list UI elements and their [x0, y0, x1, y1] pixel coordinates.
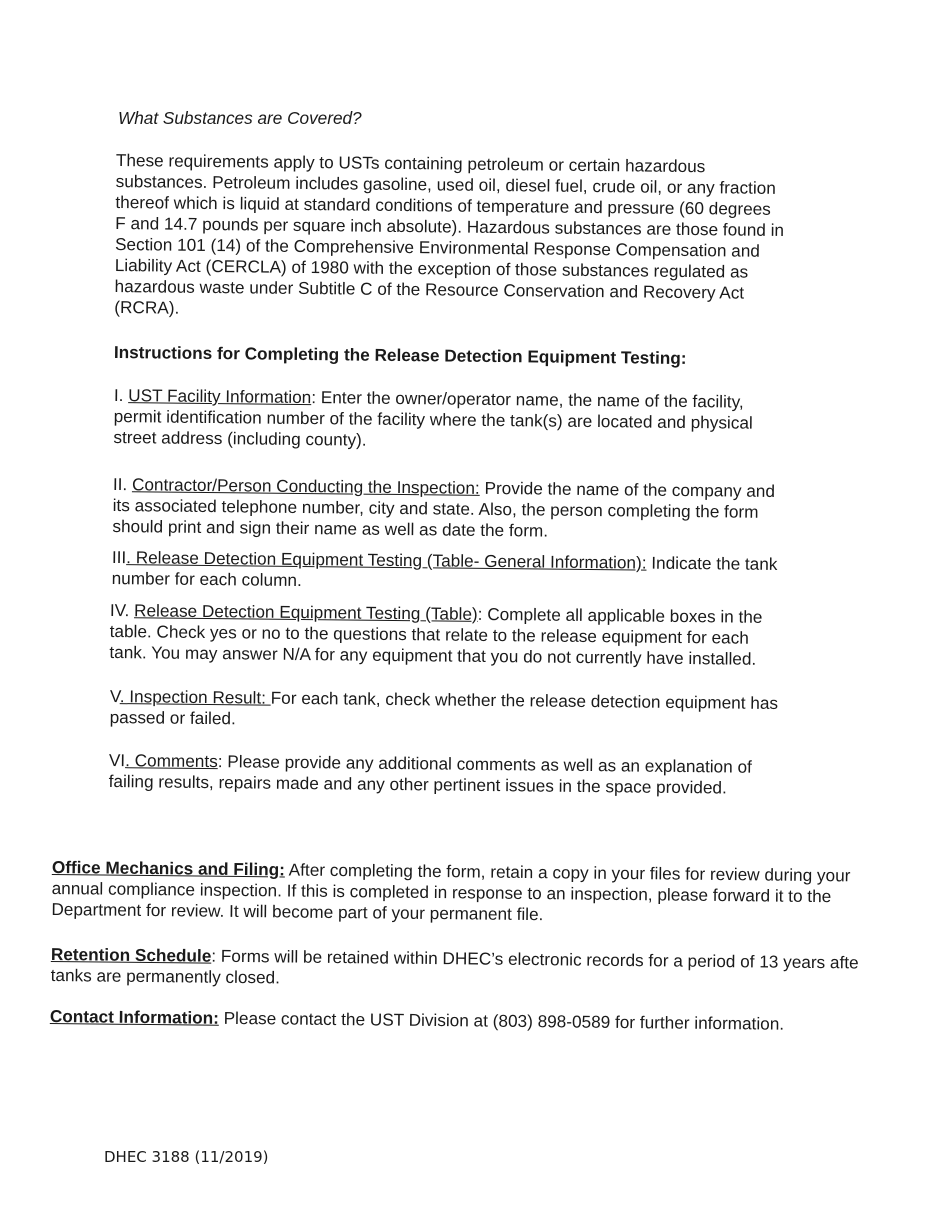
item-title: . Release Detection Equipment Testing (Table- General Information):: [126, 547, 647, 573]
office-section: [51, 857, 850, 928]
item-text: Indicate the tank: [646, 552, 778, 574]
covered-line: (RCRA).: [114, 296, 180, 318]
retention-title: Retention Schedule: [50, 944, 212, 966]
item-line: permit identification number of the facility where the tank(s) are located and physical: [113, 405, 753, 433]
item-line: street address (including county).: [113, 426, 367, 450]
instruction-item-3: [112, 547, 778, 596]
item-text: : Please provide any additional comments as well as an explanation of: [217, 751, 752, 777]
office-text: After completing the form, retain a copy in your files for review during your: [284, 859, 851, 886]
instruction-item-6: [109, 750, 752, 799]
item-prefix: V: [109, 686, 120, 707]
item-line: table. Check yes or no to the questions that relate to the release equipment for each: [109, 620, 749, 648]
item-line: failing results, repairs made and any other pertinent issues in the space provided.: [108, 770, 727, 798]
item-line: should print and sign their name as well as date the form.: [112, 515, 549, 541]
item-line: tank. You may answer N/A for any equipment that you do not currently have installed.: [109, 641, 757, 669]
item-text: : Enter the owner/operator name, the name of the facility,: [311, 387, 744, 412]
covered-paragraph: [114, 150, 785, 325]
item-title: . Inspection Result:: [119, 686, 271, 708]
covered-line: F and 14.7 pounds per square inch absolute). Hazardous substances are those found in: [115, 212, 785, 240]
item-text: For each tank, check whether the release detection equipment has: [270, 687, 779, 713]
covered-line: thereof which is liquid at standard conditions of temperature and pressure (60 degrees: [115, 191, 771, 219]
covered-line: Section 101 (14) of the Comprehensive Environmental Response Compensation and: [114, 233, 761, 261]
contact-title: Contact Information:: [49, 1006, 219, 1028]
instruction-item-2: [112, 474, 775, 544]
item-text: Provide the name of the company and: [479, 477, 776, 501]
instructions-heading: Instructions for Completing the Release Detection Equipment Testing:: [113, 342, 687, 368]
covered-heading: What Substances are Covered?: [118, 108, 362, 128]
retention-section: [51, 944, 859, 994]
covered-line: These requirements apply to USTs containing petroleum or certain hazardous: [115, 150, 706, 177]
item-prefix: VI: [108, 750, 126, 771]
item-line: number for each column.: [111, 567, 302, 590]
retention-text: : Forms will be retained within DHEC’s electronic records for a period of 13 years afte: [211, 945, 859, 973]
item-prefix: III: [111, 547, 127, 568]
item-title: UST Facility Information: [128, 385, 312, 408]
item-title: Release Detection Equipment Testing (Table): [134, 600, 478, 624]
item-title: Contractor/Person Conducting the Inspection:: [131, 474, 480, 498]
item-text: : Complete all applicable boxes in the: [477, 603, 763, 627]
instruction-item-4: [109, 600, 762, 670]
item-prefix: I.: [113, 385, 129, 406]
item-prefix: II.: [112, 474, 133, 495]
retention-line: tanks are permanently closed.: [50, 964, 281, 988]
covered-line: hazardous waste under Subtitle C of the Resource Conservation and Recovery Act: [114, 275, 745, 303]
item-prefix: IV.: [109, 600, 135, 621]
covered-line: substances. Petroleum includes gasoline, used oil, diesel fuel, crude oil, or any fraction: [115, 170, 776, 198]
office-title: Office Mechanics and Filing:: [51, 857, 286, 880]
contact-text: Please contact the UST Division at (803) 898-0589 for further information.: [218, 1007, 785, 1034]
contact-section: [50, 1006, 784, 1035]
item-title: . Comments: [125, 750, 218, 772]
instruction-item-1: [113, 385, 753, 455]
item-line: its associated telephone number, city and state. Also, the person completing the form: [112, 494, 759, 522]
covered-line: Liability Act (CERCLA) of 1980 with the exception of those substances regulated as: [114, 254, 749, 282]
office-line: annual compliance inspection. If this is completed in response to an inspection, please forward it to the: [51, 877, 832, 907]
office-line: Department for review. It will become part of your permanent file.: [51, 898, 544, 925]
form-number-footer: DHEC 3188 (11/2019): [104, 1148, 269, 1166]
item-line: passed or failed.: [109, 706, 236, 729]
instruction-item-5: [110, 686, 779, 735]
